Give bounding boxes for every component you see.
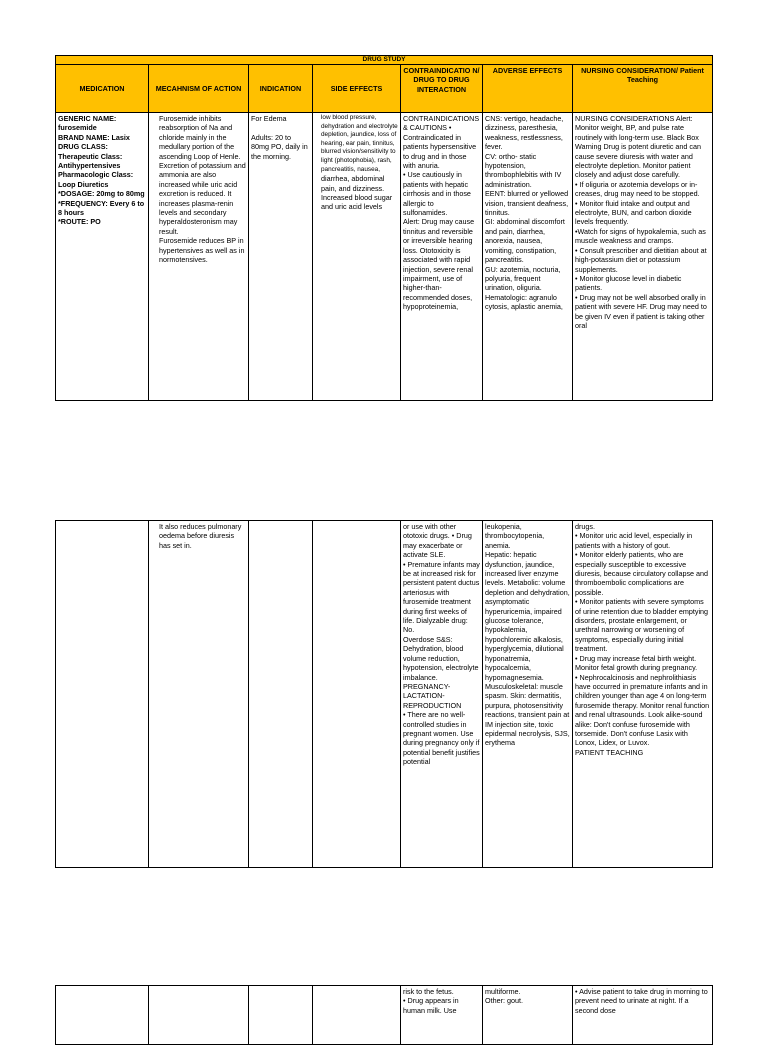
cell-adverse-effects: CNS: vertigo, headache, dizziness, paresthesia, weakness, restlessness, fever. CV: ortho- static hypotension, thrombophlebitis with IV administration. EENT: blurred or yellowed vision, transient deafness, tinnitus. GI: abdominal discomfort and pain, diarrhea, anorexia, nausea, vomiting, constipation, pancreatitis. GU: azotemia, nocturia, polyuria, frequent urination, oliguria. Hematologic: agranulo cytosis, aplastic anemia, <box>483 113 573 401</box>
header-mechanism: MECAHNISM OF ACTION <box>149 65 249 113</box>
header-indication: INDICATION <box>249 65 313 113</box>
header-medication: MEDICATION <box>56 65 149 113</box>
cell-nursing-consideration: drugs. • Monitor uric acid level, especially in patients with a history of gout. • Monitor elderly patients, who are especially susceptible to excessive diuresis, because circulatory collapse and thromboembolic complications are possible. • Monitor patients with severe symptoms of urine retention due to bladder emptying disorders, prostate enlargement, or urethral narrowing or worsening of symptoms, especially during initial treatment. • Drug may increase fetal birth weight. Monitor fetal growth during pregnancy. • Nephrocalcinosis and nephrolithiasis have occurred in premature infants and in children younger than age 4 on long-term furosemide therapy. Monitor renal function and renal ultrasounds. Look alike-sound alike: Don't confuse furosemide with torsemide. Don't confuse Lasix with Lonox, Lidex, or Luvox. PATIENT TEACHING <box>573 521 713 868</box>
cell-contraindication: risk to the fetus. • Drug appears in human milk. Use <box>401 986 483 1045</box>
cell-contraindication: or use with other ototoxic drugs. • Drug may exacerbate or activate SLE. • Premature infants may be at increased risk for persistent patent ductus arteriosus with furosemide treatment during first weeks of life. Dialyzable drug: No. Overdose S&S: Dehydration, blood volume reduction, hypotension, electrolyte imbalance. PREGNANCY-LACTATION-REPRODUCTION • There are no well-controlled studies in pregnant women. Use during pregnancy only if potential benefit justifies potential <box>401 521 483 868</box>
side-effects-text: low blood pressure, dehydration and electrolyte depletion, jaundice, loss of hearing, ear pain, tinnitus, blurred vision/sensitivity to light (photophobia), rash, pancreatitis, nausea, <box>321 114 398 173</box>
table-title: DRUG STUDY <box>56 56 713 65</box>
header-contraindication: CONTRAINDICATIO N/ DRUG TO DRUG INTERACTION <box>401 65 483 113</box>
cell-nursing-consideration: NURSING CONSIDERATIONS Alert: Monitor weight, BP, and pulse rate routinely with long-term use. Black Box Warning Drug is potent diuretic and can cause severe diuresis with water and electrolyte depletion. Monitor patient closely and adjust dose carefully. • If oliguria or azotemia develops or in- creases, drug may need to be stopped. • Monitor fluid intake and output and electrolyte, BUN, and carbon dioxide levels frequently. •Watch for signs of hypokalemia, such as muscle weakness and cramps. • Consult prescriber and dietitian about at high-potassium diet or potassium supplements. • Monitor glucose level in diabetic patients. • Drug may not be well absorbed orally in patient with severe HF. Drug may need to be given IV even if patient is taking other oral <box>573 113 713 401</box>
drug-study-table-page-1 <box>55 55 713 401</box>
drug-study-table-page-2 <box>55 520 713 868</box>
cell-mechanism: It also reduces pulmonary oedema before diuresis has set in. <box>149 521 249 868</box>
cell-medication <box>56 986 149 1045</box>
header-adverse-effects: ADVERSE EFFECTS <box>483 65 573 113</box>
drug-study-table-page-3 <box>55 985 713 1045</box>
cell-contraindication: CONTRAINDICATIONS & CAUTIONS • Contraindicated in patients hypersensitive to drug and in those with anuria. • Use cautiously in patients with hepatic cirrhosis and in those allergic to sulfonamides. Alert: Drug may cause tinnitus and reversible or irreversible hearing loss. Ototoxicity is associated with rapid injection, severe renal impairment, use of higher-than-recommended doses, hypoproteinemia, <box>401 113 483 401</box>
cell-side-effects <box>313 113 401 401</box>
cell-nursing-consideration: • Advise patient to take drug in morning to prevent need to urinate at night. If a second dose <box>573 986 713 1045</box>
cell-medication: GENERIC NAME: furosemide BRAND NAME: Lasix DRUG CLASS: Therapeutic Class: Antihypertensives Pharmacologic Class: Loop Diuretics *DOSAGE: 20mg to 80mg *FREQUENCY: Every 6 to 8 hours *ROUTE: PO <box>56 113 149 401</box>
cell-mechanism <box>149 986 249 1045</box>
cell-side-effects <box>313 521 401 868</box>
cell-indication <box>249 521 313 868</box>
cell-adverse-effects: leukopenia, thrombocytopenia, anemia. Hepatic: hepatic dysfunction, jaundice, increased liver enzyme levels. Metabolic: volume depletion and dehydration, asymptomatic hyperuricemia, impaired glucose tolerance, hypokalemia, hypochloremic alkalosis, hyperglycemia, dilutional hyponatremia, hypocalcemia, hypomagnesemia. Musculoskeletal: muscle spasm. Skin: dermatitis, purpura, photosensitivity reactions, transient pain at IM injection site, toxic epidermal necrolysis, SJS, erythema <box>483 521 573 868</box>
cell-indication: For Edema Adults: 20 to 80mg PO, daily in the morning. <box>249 113 313 401</box>
cell-mechanism: Furosemide inhibits reabsorption of Na and chloride mainly in the medullary portion of the ascending Loop of Henle. Excretion of potassium and ammonia are also increased while uric acid excretion is reduced. It increases plasma-renin levels and secondary hyperaldosteronism may result. Furosemide reduces BP in hypertensives as well as in normotensives. <box>149 113 249 401</box>
cell-side-effects <box>313 986 401 1045</box>
header-nursing-consideration: NURSING CONSIDERATION/ Patient Teaching <box>573 65 713 113</box>
header-side-effects: SIDE EFFECTS <box>313 65 401 113</box>
cell-indication <box>249 986 313 1045</box>
side-effects-text-continued: diarrhea, abdominal pain, and dizziness. Increased blood sugar and uric acid levels <box>321 174 393 212</box>
cell-medication <box>56 521 149 868</box>
cell-adverse-effects: multiforme. Other: gout. <box>483 986 573 1045</box>
